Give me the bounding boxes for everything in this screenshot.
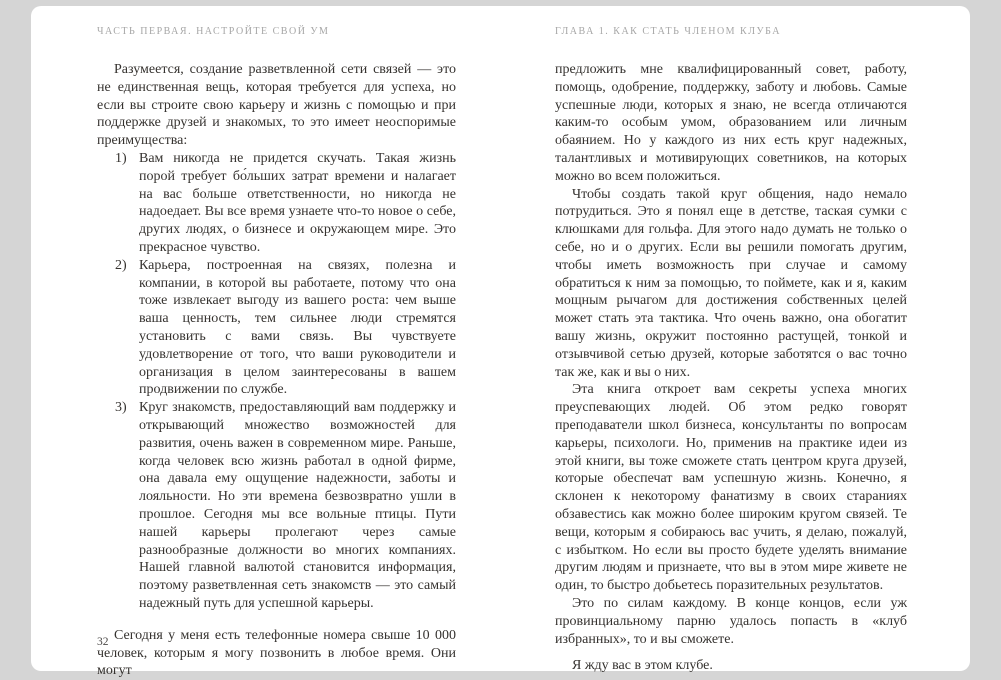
list-marker-2: 2) [115,257,127,273]
running-head-right: ГЛАВА 1. КАК СТАТЬ ЧЛЕНОМ КЛУБА [555,26,781,37]
numbered-list [97,150,456,613]
running-head-left: ЧАСТЬ ПЕРВАЯ. НАСТРОЙТЕ СВОЙ УМ [97,26,330,37]
list-marker-3: 3) [115,400,127,416]
left-closing-paragraph: Сегодня у меня есть телефонные номера свыше 10 000 человек, которым я могу позвонить в любое время. Они могут [97,627,456,679]
list-item-1-text: Вам никогда не придется скучать. Такая жизнь порой требует бо́льших затрат времени и налагает на вас больше ответственности, но никогда не надоедает. Вы все время узнаете что-то новое о себе, других людях, о бизнесе и окружающем мире. Это прекрасное чувство. [139,150,456,255]
right-paragraph-continuation: предложить мне квалифицированный совет, работу, помощь, одобрение, поддержку, заботу и любовь. Самые успешные люди, которых я знаю, не всегда отличаются каким-то особым умом, образованием или личным обаянием. Но у каждого из них есть круг надежных, талантливых и мотивирующих советников, на которых можно во всем положиться. [555,62,907,184]
list-item-2-text: Карьера, построенная на связях, полезна и компании, в которой вы работаете, потому что она тоже извлекает выгоду из вашего роста: чем выше ваша ценность, тем сильнее люди стремятся установить с вами связь. Вы чувствуете удовлетворение от того, что ваши руководители и организация в целом заинтересованы в вашем продвижении по службе. [139,257,456,398]
right-page-text-column [555,61,907,675]
right-paragraph-3: Эта книга откроет вам секреты успеха многих преуспевающих людей. Об этом редко говорят преподаватели школ бизнеса, консультанты по вопросам карьеры, психологи. Но, применив на практике идеи из этой книги, вы тоже сможете стать центром круга друзей, которые обеспечат вам успешную жизнь. Конечно, я склонен к некоторому фанатизму в своих стараниях обзавестись как можно более широким кругом связей. Те вещи, которым я собираюсь вас учить, я делаю, пожалуй, с избытком. Но если вы просто будете уделять внимание другим людям и признаете, что вы в этом мире живете не один, то быстро добьетесь поразительных результатов. [555,382,907,594]
right-paragraph-2: Чтобы создать такой круг общения, надо немало потрудиться. Это я понял еще в детстве, таская сумки с клюшками для гольфа. Для этого надо думать не только о себе, но и о других. Если вы решили помогать другим, чтобы иметь возможность при случае и самому обратиться к ним за помощью, то поймете, как и я, каким мощным рычагом для достижения собственных целей может стать эта тактика. Что очень важно, она обогатит вашу жизнь, окружит постоянно растущей, тонкой и отзывчивой сетью друзей, которые заботятся о вас точно так же, как и вы о них. [555,186,907,380]
list-item-3-text: Круг знакомств, предоставляющий вам поддержку и открывающий множество возможностей для развития, очень важен в современном мире. Раньше, когда человек всю жизнь работал в одной фирме, она давала ему ощущение надежности, заботы и лояльности. Но эти времена безвозвратно ушли в прошлое. Сегодня мы все вольные птицы. Пути нашей карьеры пролегают через самые разнообразные должности во многих компаниях. Нашей главной валютой становится информация, поэтому разветвленная сеть знакомств — это самый надежный путь для успешной карьеры. [139,400,456,611]
right-paragraph-4: Это по силам каждому. В конце концов, если уж провинциальному парню удалось попасть в «клуб избранных», то и вы сможете. [555,595,907,647]
left-page-text-column [97,61,456,680]
list-marker-1: 1) [115,150,127,166]
list-item-2 [97,257,456,399]
list-item-3 [97,399,456,613]
left-intro-paragraph: Разумеется, создание разветвленной сети связей — это не единственная вещь, которая требуется для успеха, но если вы строите свою карьеру и жизнь с помощью и при поддержке друзей и знакомых, то это имеет неоспоримые преимущества: [97,62,456,149]
page-number: 32 [97,636,109,648]
list-item-1 [97,150,456,257]
book-page-spread [31,6,970,679]
right-closing-line: Я жду вас в этом клубе. [572,658,713,674]
